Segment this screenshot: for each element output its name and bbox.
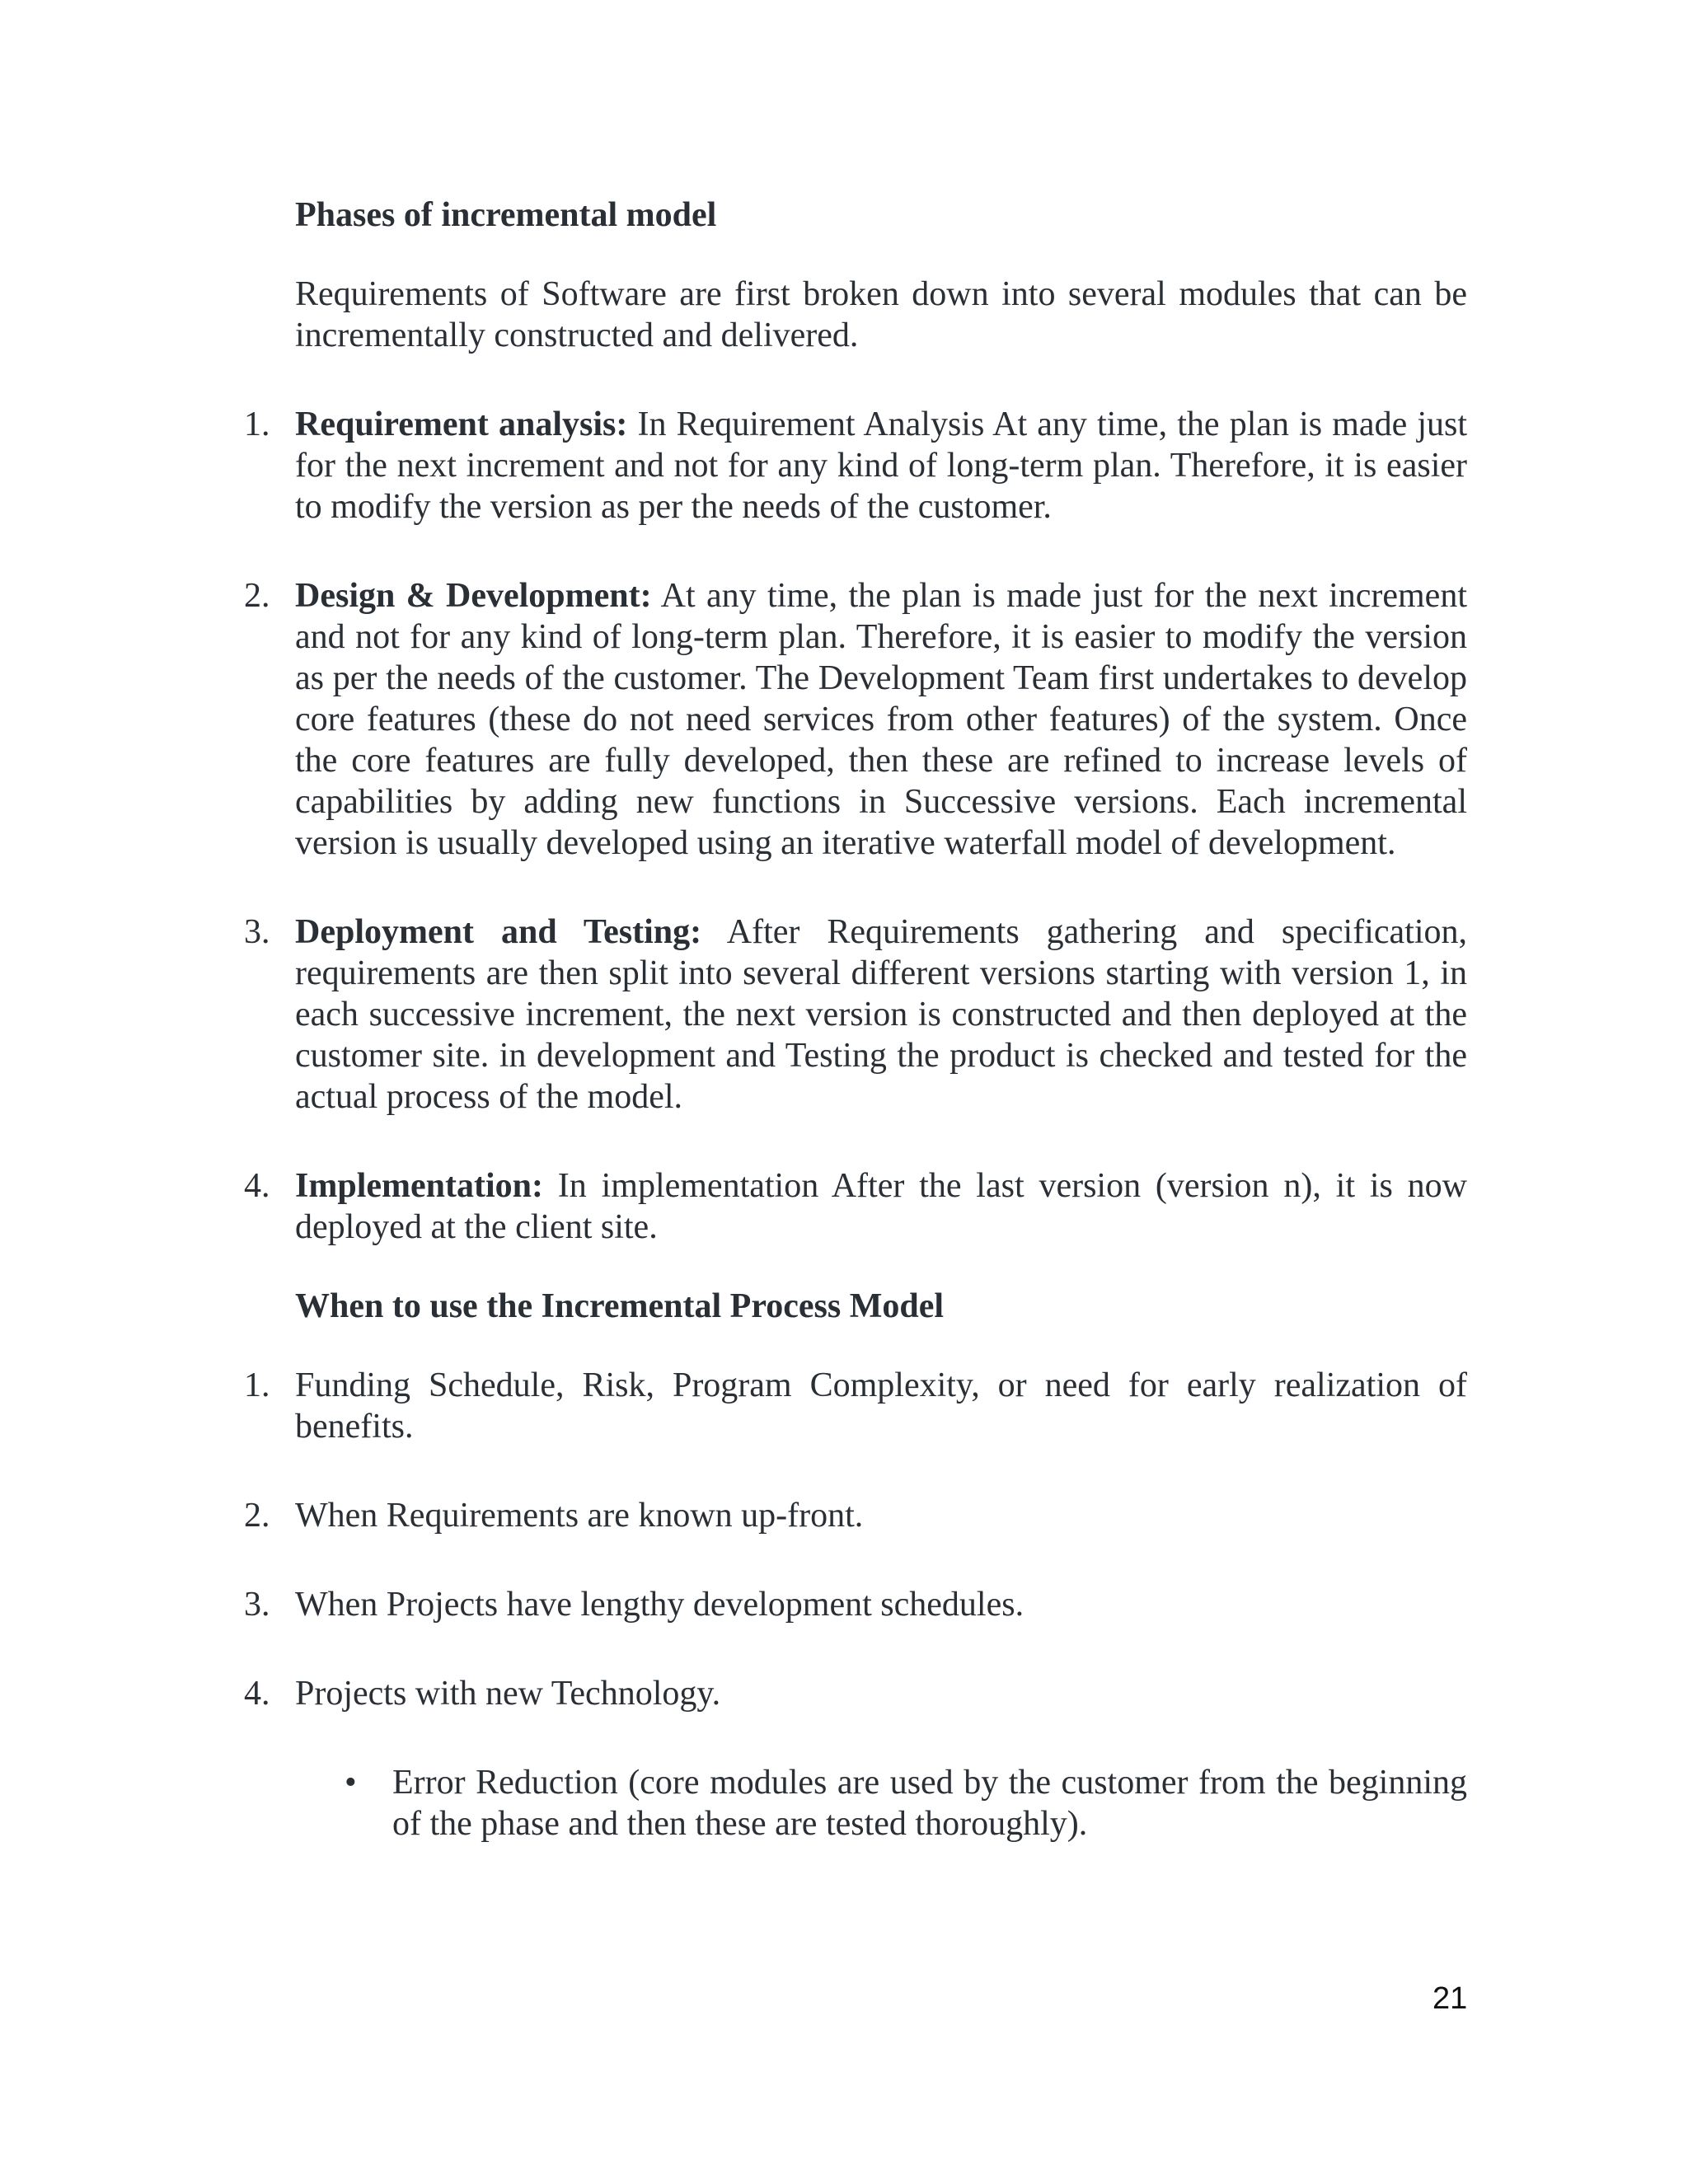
when-item-text: When Requirements are known up-front.: [295, 1497, 864, 1535]
when-item: [244, 1673, 1467, 1714]
phase-title: Requirement analysis:: [295, 405, 628, 443]
when-item-text: Projects with new Technology.: [295, 1675, 721, 1713]
phase-description: In Requirement Analysis At any time, the plan is made just for the next increment and not for any kind of long-term plan. Therefore, it is easier to modify the version as per the needs of the customer.: [295, 405, 1468, 526]
when-to-use-list: [244, 1365, 1467, 1714]
phase-item-implementation: [244, 1165, 1467, 1248]
when-item: [244, 1584, 1467, 1625]
section-heading-when-to-use: When to use the Incremental Process Model: [295, 1287, 945, 1325]
when-item-text: When Projects have lengthy development schedules.: [295, 1586, 1025, 1624]
page-number: 21: [1432, 1981, 1468, 2016]
when-item-text: Funding Schedule, Risk, Program Complexity, or need for early realization of benefits.: [295, 1366, 1467, 1446]
bullet-icon: •: [345, 1764, 357, 1802]
list-number: 1.: [244, 405, 270, 443]
phase-title: Deployment and Testing:: [295, 913, 702, 951]
bullet-text: Error Reduction (core modules are used by the customer from the beginning of the phase and then these are tested thoroughly).: [392, 1764, 1467, 1843]
section-heading-phases: Phases of incremental model: [295, 196, 717, 234]
phase-description: In implementation After the last version (version n), it is now deployed at the client site.: [295, 1167, 1467, 1246]
phase-description: At any time, the plan is made just for the next increment and not for any kind of long-term plan. Therefore, it is easier to modify the version as per the needs of the customer. The Development Team first undertakes to develop core features (these do not need services from other features) of the system. Once the core features are fully developed, then these are refined to increase levels of capabilities by adding new functions in Successive versions. Each incremental version is usually developed using an iterative waterfall model of development.: [295, 577, 1467, 862]
phase-item-deployment-testing: [244, 912, 1468, 1118]
list-number: 2.: [244, 1497, 270, 1535]
phase-title: Design & Development:: [295, 577, 652, 615]
bullet-list: [295, 1762, 1467, 1844]
intro-paragraph: Requirements of Software are first broken down into several modules that can be incrementally constructed and delivered.: [295, 275, 1467, 354]
phase-item-design-development: [244, 575, 1467, 864]
list-number: 3.: [244, 913, 270, 951]
when-item: [244, 1495, 1467, 1536]
bullet-item: [345, 1762, 1467, 1844]
page-content: [244, 194, 1468, 1844]
list-number: 3.: [244, 1586, 270, 1624]
phase-description: After Requirements gathering and specification, requirements are then split into several different versions starting with version 1, in each successive increment, the next version is constructed and then deployed at the customer site. in development and Testing the product is checked and tested for the actual process of the model.: [295, 913, 1468, 1116]
list-number: 1.: [244, 1366, 270, 1404]
list-number: 4.: [244, 1167, 270, 1205]
when-item: [244, 1365, 1467, 1447]
phase-item-requirement-analysis: [244, 404, 1468, 527]
list-number: 2.: [244, 577, 270, 615]
phase-title: Implementation:: [295, 1167, 543, 1205]
phases-list: [244, 404, 1468, 1248]
list-number: 4.: [244, 1675, 270, 1713]
